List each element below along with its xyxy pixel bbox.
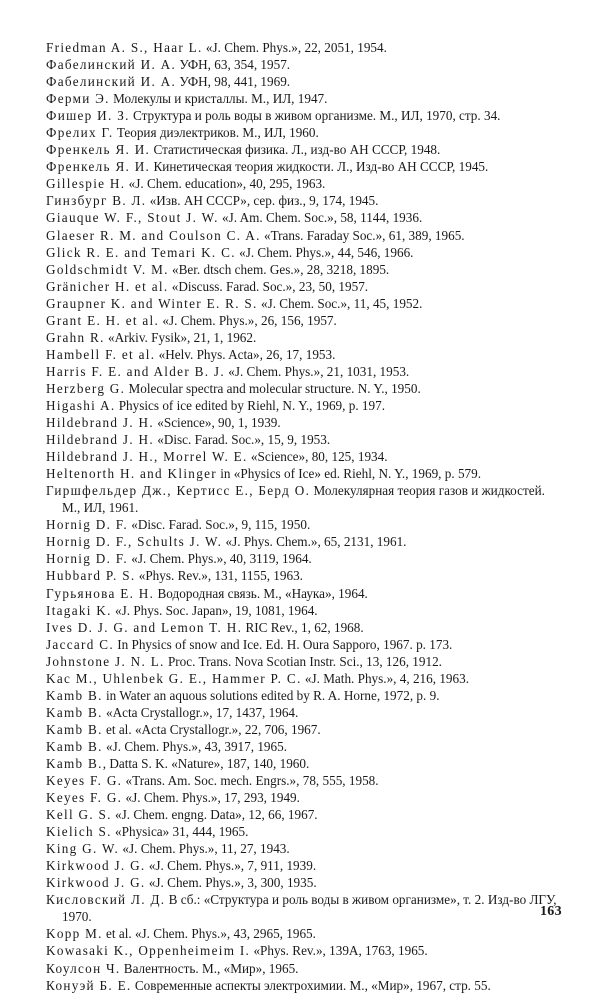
reference-entry — [46, 227, 561, 244]
reference-author: Kell G. S. — [46, 807, 112, 823]
reference-details: Водородная связь. М., «Наука», 1964. — [154, 585, 368, 601]
reference-entry — [46, 533, 561, 550]
reference-entry — [46, 636, 561, 653]
reference-author: Kowasaki K., Oppenheimeim I. — [46, 943, 251, 959]
reference-details: «Discuss. Farad. Soc.», 23, 50, 1957. — [168, 278, 369, 294]
reference-details: «J. Chem. Phys.», 22, 2051, 1954. — [202, 40, 387, 55]
reference-details: Physics of ice edited by Riehl, N. Y., 1969, p. 197. — [115, 397, 386, 413]
reference-details: «J. Math. Phys.», 4, 216, 1963. — [301, 670, 469, 686]
reference-entry — [46, 823, 561, 840]
reference-author: Graupner K. and Winter E. R. S. — [46, 295, 258, 311]
reference-author: Herzberg G. — [46, 380, 126, 396]
reference-entry — [46, 90, 561, 107]
reference-author: Фабелинский И. А. — [46, 74, 177, 90]
reference-entry — [46, 278, 561, 295]
reference-author: Gränicher H. et al. — [46, 278, 169, 294]
reference-details: «Phys. Rev.», 139A, 1763, 1965. — [250, 943, 428, 959]
reference-details: «Acta Crystallogr.», 17, 1437, 1964. — [102, 704, 299, 720]
reference-entry — [46, 346, 561, 363]
reference-entry — [46, 107, 561, 124]
reference-details: et al. «Acta Crystallogr.», 22, 706, 1967. — [102, 721, 321, 737]
reference-entry — [46, 244, 561, 261]
reference-author: Johnstone J. N. L. — [46, 653, 165, 669]
reference-details: «J. Chem. Phys.», 43, 3917, 1965. — [102, 738, 287, 754]
reference-entry — [46, 653, 561, 670]
reference-author: Keyes F. G. — [46, 790, 123, 806]
reference-entry — [46, 73, 561, 90]
reference-entry — [46, 363, 561, 380]
reference-author: Гинзбург В. Л. — [46, 193, 147, 209]
reference-author: Фрелих Г. — [46, 125, 114, 141]
page-number: 163 — [540, 904, 562, 919]
reference-entry — [46, 567, 561, 584]
reference-details: УФН, 98, 441, 1969. — [176, 74, 291, 90]
reference-entry — [46, 56, 561, 73]
reference-entry — [46, 192, 561, 209]
reference-entry — [46, 772, 561, 789]
reference-details: RIC Rev., 1, 62, 1968. — [242, 619, 364, 635]
reference-author: Hornig D. F., Schults J. W. — [46, 534, 223, 550]
reference-author: Hambell F. et al. — [46, 346, 156, 362]
reference-entry — [46, 755, 561, 772]
reference-author: Коулсон Ч. — [46, 960, 121, 976]
reference-details: УФН, 63, 354, 1957. — [176, 57, 291, 73]
reference-details: «J. Chem. engng. Data», 12, 66, 1967. — [111, 807, 318, 823]
reference-details: «Trans. Am. Soc. mech. Engrs.», 78, 555, 1958. — [122, 773, 379, 789]
reference-author: Keyes F. G. — [46, 773, 123, 789]
reference-entry — [46, 721, 561, 738]
reference-details: «J. Chem. Phys.», 44, 546, 1966. — [235, 244, 414, 260]
reference-author: Glick R. E. and Temari K. C. — [46, 244, 236, 260]
reference-entry — [46, 209, 561, 226]
reference-details: «J. Chem. Phys.», 3, 300, 1935. — [145, 875, 317, 891]
reference-entry — [46, 738, 561, 755]
reference-entry — [46, 465, 561, 482]
reference-author: Gillespie H. — [46, 176, 126, 192]
reference-details: «Disc. Farad. Soc.», 9, 115, 1950. — [127, 517, 311, 533]
reference-author: Itagaki K. — [46, 602, 112, 618]
reference-author: Kopp M. — [46, 926, 103, 942]
reference-details: «J. Chem. Phys.», 21, 1031, 1953. — [224, 363, 410, 379]
reference-entry — [46, 550, 561, 567]
reference-author: Hildebrand J. H. — [46, 415, 154, 431]
reference-details: «Arkiv. Fysik», 21, 1, 1962. — [104, 329, 257, 345]
reference-details: «J. Chem. Phys.», 11, 27, 1943. — [119, 841, 290, 857]
reference-author: Friedman A. S., Haar L. — [46, 40, 203, 55]
reference-entry — [46, 158, 561, 175]
reference-details: «Helv. Phys. Acta», 26, 17, 1953. — [155, 346, 336, 362]
reference-entry — [46, 380, 561, 397]
reference-entry — [46, 397, 561, 414]
reference-author: Гиршфельдер Дж., Кертисс Е., Берд О. — [46, 483, 311, 499]
reference-author: Goldschmidt V. M. — [46, 261, 169, 277]
reference-author: Гурьянова Е. Н. — [46, 585, 155, 601]
reference-details: Статистическая физика. Л., изд-во АН СССР, 1948. — [150, 142, 441, 158]
reference-entry — [46, 942, 561, 959]
reference-details: in Water an aquous solutions edited by R. A. Horne, 1972, p. 9. — [102, 687, 440, 703]
reference-details: «Phys. Rev.», 131, 1155, 1963. — [135, 568, 303, 584]
reference-author: Jaccard C. — [46, 636, 114, 652]
reference-details: Proc. Trans. Nova Scotian Instr. Sci., 13, 126, 1912. — [164, 653, 442, 669]
reference-entry — [46, 602, 561, 619]
reference-entry — [46, 448, 561, 465]
reference-details: Молекулы и кристаллы. М., ИЛ, 1947. — [109, 91, 328, 107]
reference-author: Ферми Э. — [46, 91, 110, 107]
reference-author: Фабелинский И. А. — [46, 57, 177, 73]
reference-details: «J. Chem. Phys.», 17, 293, 1949. — [122, 790, 300, 806]
reference-entry — [46, 516, 561, 533]
reference-entry — [46, 585, 561, 602]
reference-details: «J. Chem. Phys.», 40, 3119, 1964. — [127, 551, 312, 567]
reference-author: Френкель Я. И. — [46, 142, 151, 158]
reference-author: Kirkwood J. G. — [46, 858, 146, 874]
reference-details: Теория диэлектриков. М., ИЛ, 1960. — [113, 125, 319, 141]
reference-author: Ives D. J. G. and Lemon T. H. — [46, 619, 243, 635]
reference-entry — [46, 482, 561, 516]
reference-details: «Science», 80, 125, 1934. — [247, 449, 388, 465]
reference-author: Hildebrand J. H. — [46, 432, 154, 448]
reference-details: Валентность. М., «Мир», 1965. — [120, 960, 299, 976]
reference-details: «J. Phys. Soc. Japan», 19, 1081, 1964. — [111, 602, 318, 618]
reference-author: Kamb B. — [46, 687, 103, 703]
reference-author: Фишер И. З. — [46, 108, 130, 124]
reference-author: Кисловский Л. Д. — [46, 892, 166, 908]
reference-list — [46, 39, 561, 994]
reference-author: Kamb B. — [46, 738, 103, 754]
reference-entry — [46, 329, 561, 346]
reference-author: Glaeser R. M. and Coulson C. A. — [46, 227, 261, 243]
reference-author: Kac M., Uhlenbek G. E., Hammer P. C. — [46, 670, 302, 686]
reference-entry — [46, 806, 561, 823]
reference-author: Kamb B. — [46, 755, 103, 771]
reference-entry — [46, 312, 561, 329]
reference-author: Harris F. E. and Alder B. J. — [46, 363, 225, 379]
reference-author: Grahn R. — [46, 329, 105, 345]
reference-author: Heltenorth H. and Klinger — [46, 466, 217, 482]
reference-details: Кинетическая теория жидкости. Л., Изд-во АН СССР, 1945. — [150, 159, 489, 175]
reference-author: Giauque W. F., Stout J. W. — [46, 210, 219, 226]
reference-details: «J. Chem. Phys.», 26, 156, 1957. — [159, 312, 337, 328]
reference-details: Molecular spectra and molecular structure. N. Y., 1950. — [125, 380, 421, 396]
reference-entry — [46, 414, 561, 431]
reference-entry — [46, 141, 561, 158]
reference-details: «Trans. Faraday Soc.», 61, 389, 1965. — [260, 227, 465, 243]
reference-entry — [46, 857, 561, 874]
reference-entry — [46, 704, 561, 721]
reference-details: in «Physics of Ice» ed. Riehl, N. Y., 1969, p. 579. — [216, 466, 482, 482]
reference-author: Hornig D. F. — [46, 551, 128, 567]
reference-details: «J. Am. Chem. Soc.», 58, 1144, 1936. — [218, 210, 423, 226]
reference-details: In Physics of snow and Ice. Ed. H. Oura Sapporo, 1967. p. 173. — [113, 636, 453, 652]
reference-author: Hornig D. F. — [46, 517, 128, 533]
reference-entry — [46, 124, 561, 141]
reference-details: «J. Phys. Chem.», 65, 2131, 1961. — [222, 534, 407, 550]
reference-entry — [46, 840, 561, 857]
reference-details: «J. Chem. Soc.», 11, 45, 1952. — [257, 295, 423, 311]
reference-entry — [46, 670, 561, 687]
reference-details: «Science», 90, 1, 1939. — [153, 415, 281, 431]
reference-entry — [46, 39, 561, 56]
reference-entry — [46, 261, 561, 278]
reference-details: et al. «J. Chem. Phys.», 43, 2965, 1965. — [102, 926, 316, 942]
reference-author: Френкель Я. И. — [46, 159, 151, 175]
reference-entry — [46, 687, 561, 704]
reference-details: Структура и роль воды в живом организме. М., ИЛ, 1970, стр. 34. — [129, 108, 501, 124]
reference-author: Grant E. H. et al. — [46, 312, 160, 328]
reference-entry — [46, 789, 561, 806]
reference-details: , Datta S. K. «Nature», 187, 140, 1960. — [102, 755, 310, 771]
reference-entry — [46, 925, 561, 942]
reference-details: «Изв. АН СССР», сер. физ., 9, 174, 1945. — [146, 193, 379, 209]
reference-entry — [46, 977, 561, 994]
reference-entry — [46, 431, 561, 448]
reference-details: В сб.: «Структура и роль воды в живом организме», т. 2. Изд-во ЛГУ, 1970. — [62, 892, 557, 925]
reference-author: Higashi A. — [46, 397, 116, 413]
reference-author: Kamb B. — [46, 721, 103, 737]
reference-author: Kirkwood J. G. — [46, 875, 146, 891]
reference-entry — [46, 960, 561, 977]
reference-entry — [46, 891, 561, 925]
reference-entry — [46, 175, 561, 192]
reference-author: King G. W. — [46, 841, 120, 857]
reference-entry — [46, 619, 561, 636]
reference-details: Современные аспекты электрохимии. М., «Мир», 1967, стр. 55. — [131, 977, 491, 993]
reference-author: Kielich S. — [46, 824, 112, 840]
reference-author: Hubbard P. S. — [46, 568, 136, 584]
reference-details: «J. Chem. education», 40, 295, 1963. — [125, 176, 326, 192]
reference-details: «Physica» 31, 444, 1965. — [111, 824, 249, 840]
reference-details: Молекулярная теория газов и жидкостей. М., ИЛ, 1961. — [62, 483, 545, 516]
reference-details: «Ber. dtsch chem. Ges.», 28, 3218, 1895. — [168, 261, 390, 277]
reference-details: «J. Chem. Phys.», 7, 911, 1939. — [145, 858, 317, 874]
reference-entry — [46, 874, 561, 891]
reference-author: Hildebrand J. H., Morrel W. E. — [46, 449, 248, 465]
reference-details: «Disc. Farad. Soc.», 15, 9, 1953. — [153, 432, 331, 448]
reference-author: Конуэй Б. Е. — [46, 977, 132, 993]
reference-entry — [46, 295, 561, 312]
reference-author: Kamb B. — [46, 704, 103, 720]
